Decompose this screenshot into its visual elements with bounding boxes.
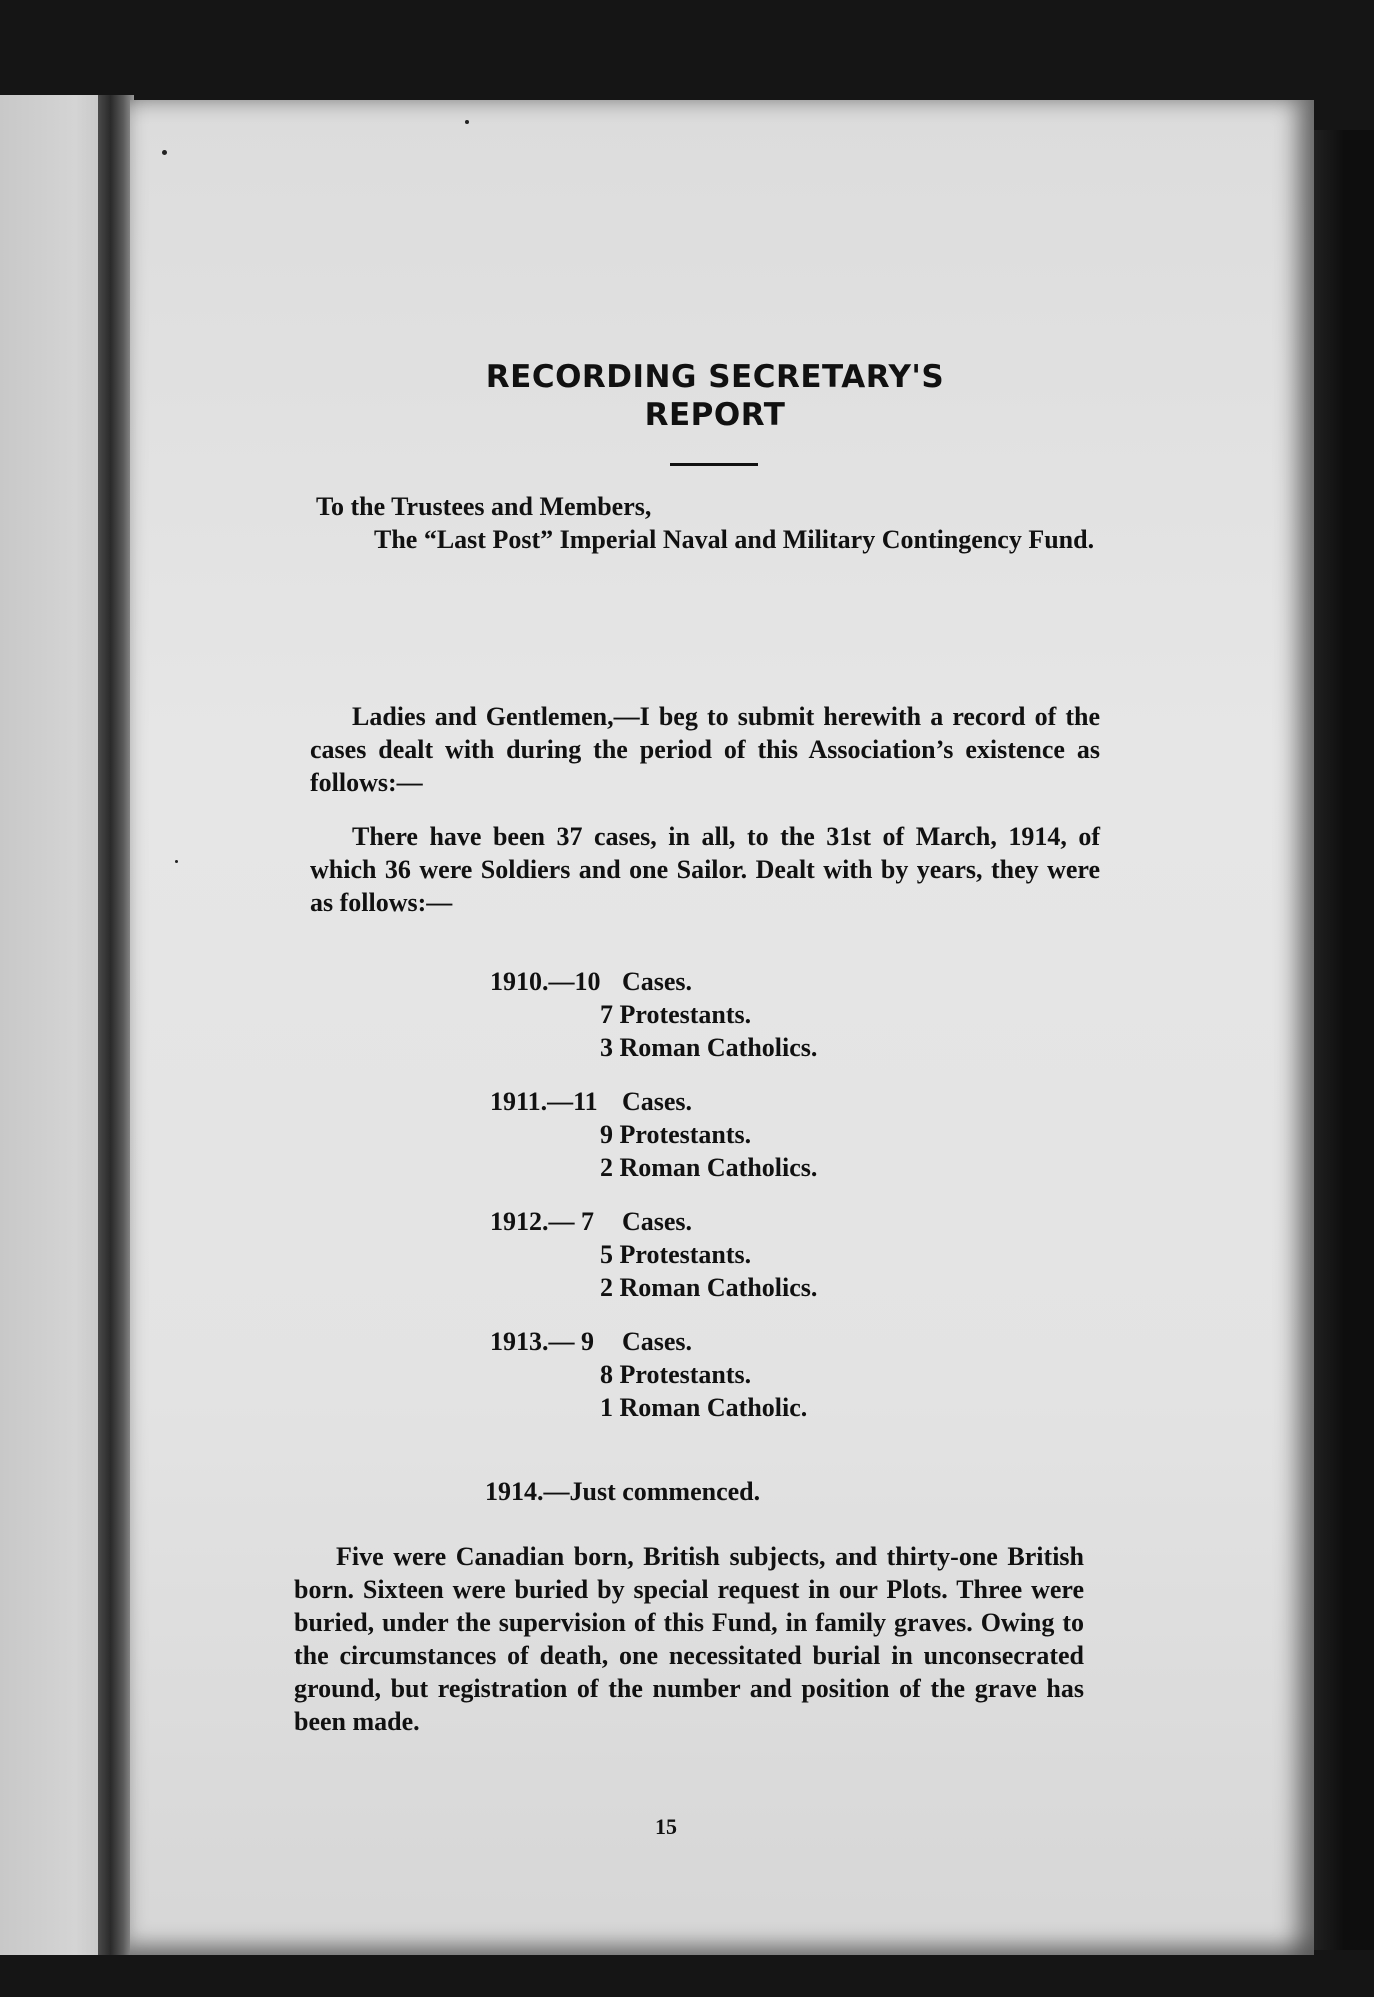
addressee-line-1: To the Trustees and Members, — [316, 492, 652, 521]
year-protestants: 7 Protestants. — [600, 1000, 752, 1029]
year-block-1911 — [490, 1085, 990, 1184]
addressee-line-2: The “Last Post” Imperial Naval and Military Contingency Fund. — [374, 525, 1095, 554]
paragraph-intro: Ladies and Gentlemen,—I beg to submit herewith a record of the cases dealt with during the period of this Association’s existence as follows:— — [310, 702, 1100, 797]
year-cases: Cases. — [622, 1327, 693, 1356]
year-catholics: 1 Roman Catholic. — [600, 1393, 808, 1422]
year-protestants: 9 Protestants. — [600, 1120, 752, 1149]
title-line-1: RECORDING SECRETARY'S — [485, 359, 945, 395]
scan-speck — [175, 860, 178, 863]
page-content — [130, 100, 1314, 1955]
book-gutter — [98, 95, 134, 1955]
year-block-1910 — [490, 965, 990, 1064]
year-label: 1910.—10 — [490, 967, 601, 996]
year-cases: Cases. — [622, 967, 693, 996]
title-rule — [670, 463, 758, 466]
year-protestants: 8 Protestants. — [600, 1360, 752, 1389]
year-cases: Cases. — [622, 1207, 693, 1236]
year-block-1912 — [490, 1205, 990, 1304]
year-label: 1911.—11 — [490, 1087, 598, 1116]
report-title — [405, 358, 1025, 434]
year-list — [490, 965, 990, 1445]
year-label: 1912.— 7 — [490, 1207, 594, 1236]
scan-speck — [162, 150, 167, 155]
year-label: 1913.— 9 — [490, 1327, 594, 1356]
addressee — [316, 490, 1246, 556]
paragraph-burials: Five were Canadian born, British subjects, and thirty-one British born. Sixteen were buried by special request in our Plots. Three were buried, under the supervision of this Fund, in family graves. Owing to the circumstances of death, one necessitated burial in unconsecrated ground, but registration of the number and position of the grave has been made. — [294, 1542, 1084, 1736]
year-catholics: 2 Roman Catholics. — [600, 1273, 818, 1302]
year-catholics: 3 Roman Catholics. — [600, 1033, 818, 1062]
year-1914-line: 1914.—Just commenced. — [485, 1477, 761, 1506]
document-page — [130, 100, 1314, 1955]
scan-speck — [465, 120, 469, 124]
year-catholics: 2 Roman Catholics. — [600, 1153, 818, 1182]
title-line-2: REPORT — [644, 397, 786, 433]
paragraph-cases-summary: There have been 37 cases, in all, to the 31st of March, 1914, of which 36 were Soldiers and one Sailor. Dealt with by years, they were as follows:— — [310, 822, 1100, 917]
year-protestants: 5 Protestants. — [600, 1240, 752, 1269]
year-block-1913 — [490, 1325, 990, 1424]
page-number: 15 — [655, 1814, 677, 1839]
year-cases: Cases. — [622, 1087, 693, 1116]
